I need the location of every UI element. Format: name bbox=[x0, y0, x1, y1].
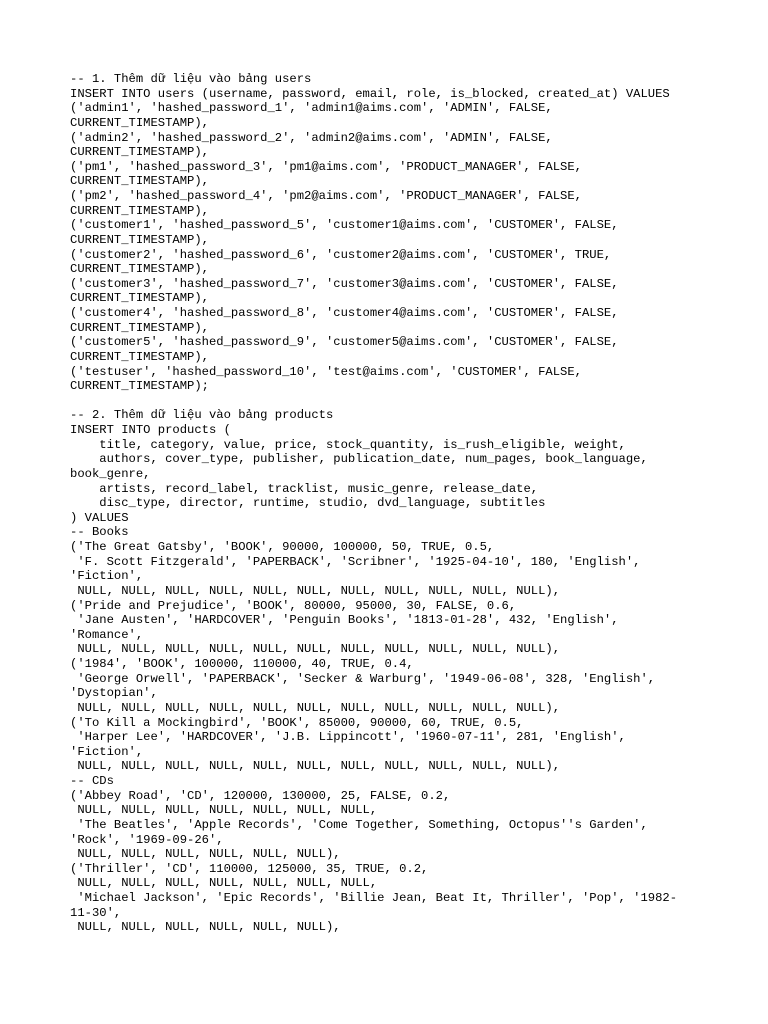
code-line: 'Jane Austen', 'HARDCOVER', 'Penguin Books', '1813-01-28', 432, 'English', bbox=[70, 613, 619, 628]
code-line: ('customer1', 'hashed_password_5', 'customer1@aims.com', 'CUSTOMER', FALSE, bbox=[70, 218, 619, 233]
code-line: artists, record_label, tracklist, music_genre, release_date, bbox=[70, 481, 539, 496]
code-line: -- 2. Thêm dữ liệu vào bảng products bbox=[70, 408, 334, 423]
code-line: ('customer3', 'hashed_password_7', 'customer3@aims.com', 'CUSTOMER', FALSE, bbox=[70, 276, 619, 291]
code-line: ('admin2', 'hashed_password_2', 'admin2@aims.com', 'ADMIN', FALSE, bbox=[70, 130, 553, 145]
code-line: CURRENT_TIMESTAMP), bbox=[70, 291, 209, 306]
code-line: ('pm2', 'hashed_password_4', 'pm2@aims.com', 'PRODUCT_MANAGER', FALSE, bbox=[70, 189, 582, 203]
code-line: ('admin1', 'hashed_password_1', 'admin1@aims.com', 'ADMIN', FALSE, bbox=[70, 101, 553, 116]
code-line: 'Fiction', bbox=[70, 569, 144, 584]
code-line: NULL, NULL, NULL, NULL, NULL, NULL, NULL, NULL, NULL, NULL, NULL), bbox=[70, 642, 561, 657]
code-line: CURRENT_TIMESTAMP), bbox=[70, 203, 209, 218]
code-line: CURRENT_TIMESTAMP), bbox=[70, 145, 209, 160]
code-line: NULL, NULL, NULL, NULL, NULL, NULL, NULL, NULL, NULL, NULL, NULL), bbox=[70, 759, 561, 774]
code-line: 'Rock', '1969-09-26', bbox=[70, 832, 224, 847]
code-line: CURRENT_TIMESTAMP), bbox=[70, 232, 209, 247]
code-line: -- 1. Thêm dữ liệu vào bảng users bbox=[70, 72, 312, 86]
code-line bbox=[70, 394, 750, 409]
code-line: ('customer5', 'hashed_password_9', 'customer5@aims.com', 'CUSTOMER', FALSE, bbox=[70, 335, 619, 350]
code-line: ('1984', 'BOOK', 100000, 110000, 40, TRUE, 0.4, bbox=[70, 657, 414, 671]
code-line: 'Romance', bbox=[70, 627, 144, 642]
code-line: INSERT INTO users (username, password, email, role, is_blocked, created_at) VALUES bbox=[70, 86, 670, 101]
code-line: ('To Kill a Mockingbird', 'BOOK', 85000, 90000, 60, TRUE, 0.5, bbox=[70, 715, 524, 730]
code-line: disc_type, director, runtime, studio, dvd_language, subtitles bbox=[70, 496, 546, 511]
code-line: ('Thriller', 'CD', 110000, 125000, 35, TRUE, 0.2, bbox=[70, 861, 429, 876]
code-line: 'Dystopian', bbox=[70, 686, 158, 701]
code-line: 'George Orwell', 'PAPERBACK', 'Secker & Warburg', '1949-06-08', 328, 'English', bbox=[70, 671, 656, 686]
code-line: title, category, value, price, stock_quantity, is_rush_eligible, weight, bbox=[70, 437, 626, 452]
code-line: CURRENT_TIMESTAMP), bbox=[70, 349, 209, 364]
code-line: ('Abbey Road', 'CD', 120000, 130000, 25, FALSE, 0.2, bbox=[70, 788, 451, 803]
code-line: 'Harper Lee', 'HARDCOVER', 'J.B. Lippincott', '1960-07-11', 281, 'English', bbox=[70, 730, 626, 745]
code-line: NULL, NULL, NULL, NULL, NULL, NULL, NULL, NULL, NULL, NULL, NULL), bbox=[70, 700, 561, 715]
code-line: authors, cover_type, publisher, publication_date, num_pages, book_language, bbox=[70, 452, 648, 467]
code-line: 'Fiction', bbox=[70, 744, 144, 759]
code-line: ('customer4', 'hashed_password_8', 'customer4@aims.com', 'CUSTOMER', FALSE, bbox=[70, 306, 619, 320]
code-line: ('testuser', 'hashed_password_10', 'test@aims.com', 'CUSTOMER', FALSE, bbox=[70, 364, 582, 379]
code-line: CURRENT_TIMESTAMP), bbox=[70, 262, 209, 277]
code-line: CURRENT_TIMESTAMP), bbox=[70, 320, 209, 335]
code-line: NULL, NULL, NULL, NULL, NULL, NULL), bbox=[70, 847, 341, 862]
code-line: NULL, NULL, NULL, NULL, NULL, NULL, NULL, bbox=[70, 803, 378, 818]
code-line: book_genre, bbox=[70, 466, 151, 481]
code-line: 11-30', bbox=[70, 905, 122, 920]
code-line: ('Pride and Prejudice', 'BOOK', 80000, 95000, 30, FALSE, 0.6, bbox=[70, 598, 517, 613]
code-line: 'Michael Jackson', 'Epic Records', 'Billie Jean, Beat It, Thriller', 'Pop', '1982- bbox=[70, 891, 678, 905]
code-line: NULL, NULL, NULL, NULL, NULL, NULL), bbox=[70, 920, 341, 935]
code-line: -- CDs bbox=[70, 774, 114, 788]
code-line: NULL, NULL, NULL, NULL, NULL, NULL, NULL, bbox=[70, 876, 378, 891]
code-line: CURRENT_TIMESTAMP), bbox=[70, 115, 209, 130]
code-line: INSERT INTO products ( bbox=[70, 423, 231, 437]
code-line: 'F. Scott Fitzgerald', 'PAPERBACK', 'Scribner', '1925-04-10', 180, 'English', bbox=[70, 554, 641, 569]
sql-code-block bbox=[70, 72, 750, 935]
code-line: CURRENT_TIMESTAMP), bbox=[70, 174, 209, 189]
code-line: ) VALUES bbox=[70, 510, 129, 525]
code-line: NULL, NULL, NULL, NULL, NULL, NULL, NULL, NULL, NULL, NULL, NULL), bbox=[70, 583, 561, 598]
code-line: ('pm1', 'hashed_password_3', 'pm1@aims.com', 'PRODUCT_MANAGER', FALSE, bbox=[70, 159, 582, 174]
code-line: 'The Beatles', 'Apple Records', 'Come Together, Something, Octopus''s Garden', bbox=[70, 817, 648, 832]
code-line: CURRENT_TIMESTAMP); bbox=[70, 379, 209, 394]
code-line: ('customer2', 'hashed_password_6', 'customer2@aims.com', 'CUSTOMER', TRUE, bbox=[70, 247, 612, 262]
code-line: ('The Great Gatsby', 'BOOK', 90000, 100000, 50, TRUE, 0.5, bbox=[70, 540, 495, 554]
code-line: -- Books bbox=[70, 525, 129, 540]
